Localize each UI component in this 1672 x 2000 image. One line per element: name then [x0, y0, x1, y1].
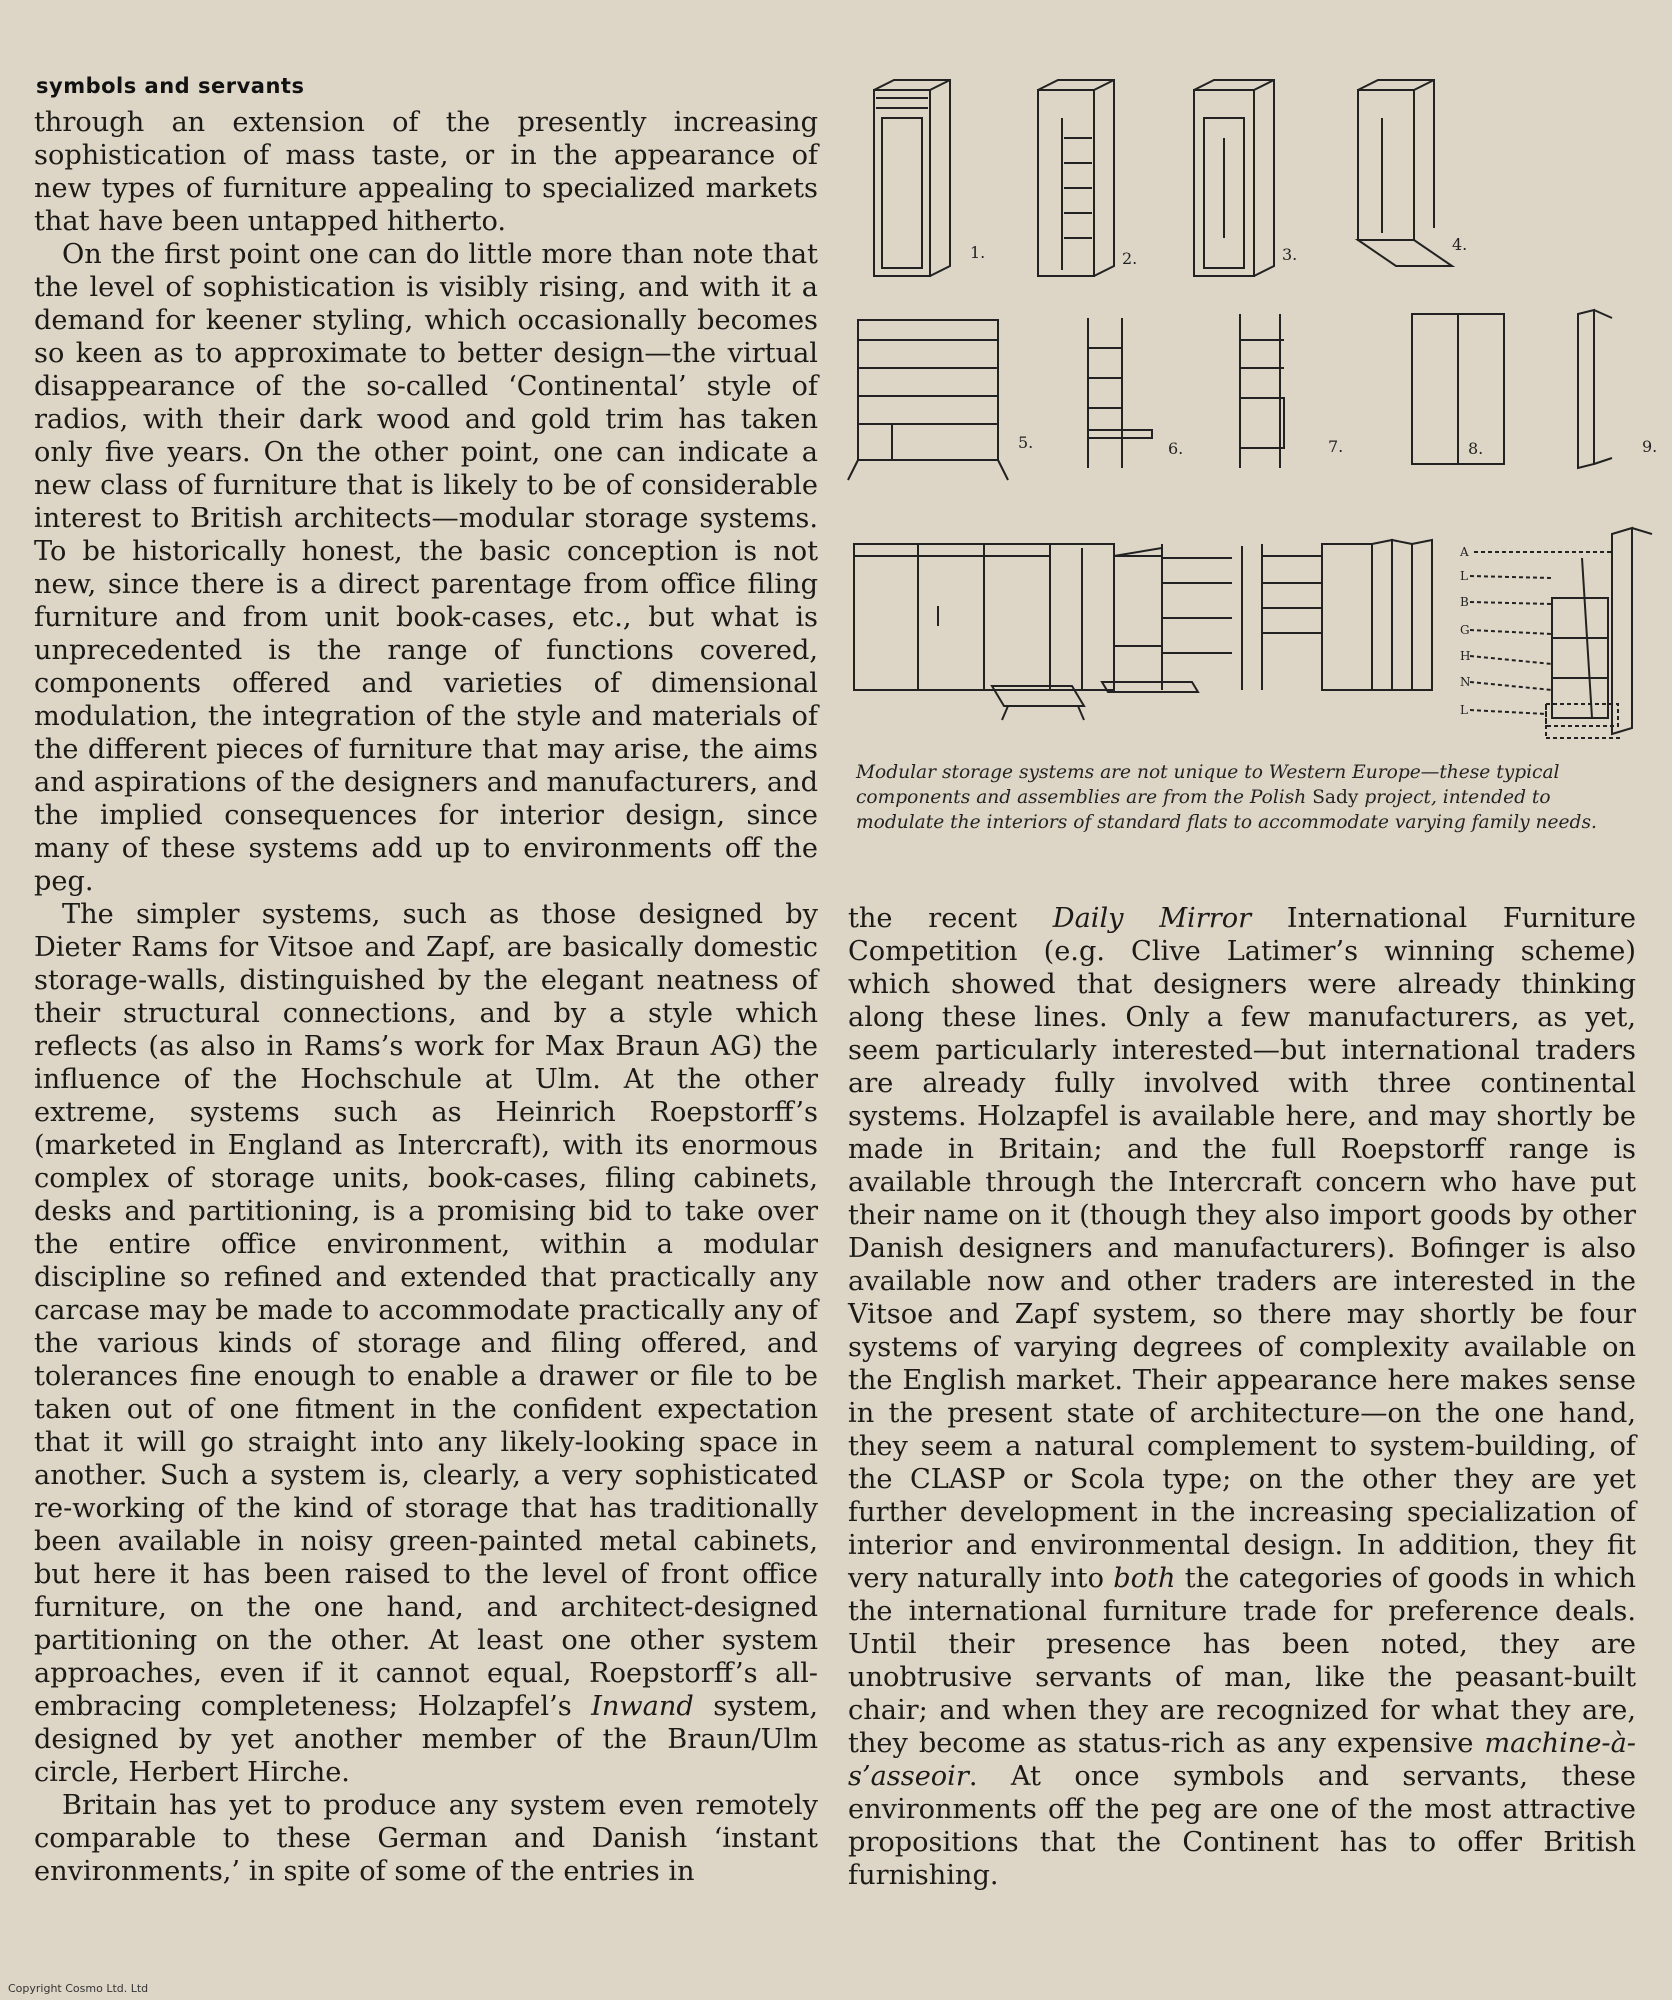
assembly-letter: B: [1460, 595, 1469, 609]
caption-project-name: Sady: [1312, 787, 1359, 808]
figure-number: 1.: [970, 243, 986, 262]
right-column: [848, 902, 1636, 1892]
running-head: symbols and servants: [36, 74, 305, 98]
italic-term: both: [1113, 1563, 1176, 1594]
paragraph: through an extension of the presently increasing sophistication of mass taste, or in the appearance of new types of furniture appealing to specialized markets that have been untapped hitherto.: [34, 107, 818, 237]
cabinet-drawing-1: [874, 80, 950, 276]
left-column: [34, 106, 818, 1888]
assembly-letter: G: [1460, 623, 1470, 637]
italic-term: machine-à-s’asseoir: [848, 1728, 1636, 1792]
shelf-drawing-5: [848, 320, 1008, 480]
cabinet-drawing-3: [1194, 80, 1274, 276]
figure-number: 6.: [1168, 439, 1184, 458]
assembly-letter: L: [1460, 569, 1468, 583]
figure-number: 9.: [1642, 437, 1658, 456]
figure-number: 7.: [1328, 437, 1344, 456]
figure-number: 4.: [1452, 235, 1468, 254]
exploded-detail-drawing: [1470, 528, 1652, 738]
figure-number: 8.: [1468, 439, 1484, 458]
cabinet-drawing-4: [1358, 80, 1452, 266]
panel-drawing-8: [1412, 314, 1504, 464]
figure-caption: Modular storage systems are not unique to Western Europe—these typical components and assemblies are from the Polish Sady project, intended to modulate the interiors of standard flats to accommodate varying family needs.: [856, 762, 1597, 833]
assembly-letter: L: [1460, 703, 1468, 717]
assembly-letter: N: [1460, 675, 1471, 689]
paragraph: the recent Daily Mirror International Furniture Competition (e.g. Clive Latimer’s winning scheme) which showed that designers were already thinking along these lines. Only a few manufacturers, as yet, seem particularly interested—but international traders are already fully involved with three continental systems. Holzapfel is available here, and may shortly be made in Britain; and the full Roepstorff range is available through the Intercraft concern who have put their name on it (though they also import goods by other Danish designers and manufacturers). Bofinger is also available now and other traders are interested in the Vitsoe and Zapf system, so there may shortly be four systems of varying degrees of complexity available on the English market. Their appearance here makes sense in the present state of architecture—on the one hand, they seem a natural complement to system-building, of the CLASP or Scola type; on the other they are yet further development in the increasing specialization of interior and environmental design. In addition, they fit very naturally into both the categories of goods in which the international furniture trade for preference deals. Until their presence has been noted, they are unobtrusive servants of man, like the peasant-built chair; and when they are recognized for what they are, they become as status-rich as any expensive machine-à-s’asseoir. At once symbols and servants, these environments off the peg are one of the most attractive propositions that the Continent has to offer British furnishing.: [848, 903, 1637, 1891]
copyright-notice: Copyright Cosmo Ltd. Ltd: [8, 1982, 149, 1995]
cabinet-drawing-2: [1038, 80, 1114, 276]
assembly-wall-drawing: [854, 540, 1432, 720]
paragraph: The simpler systems, such as those designed by Dieter Rams for Vitsoe and Zapf, are basically domestic storage-walls, distinguished by the elegant neatness of their structural connections, and by a style which reflects (as also in Rams’s work for Max Braun AG) the influence of the Hochschule at Ulm. At the other extreme, systems such as Heinrich Roepstorff’s (marketed in England as Intercraft), with its enormous complex of storage units, book-cases, filing cabinets, desks and partitioning, is a promising bid to take over the entire office environment, within a modular discipline so refined and extended that practically any carcase may be made to accommodate practically any of the various kinds of storage and filing offered, and tolerances fine enough to enable a drawer or file to be taken out of one fitment in the confident expectation that it will go straight into any likely-looking space in another. Such a system is, clearly, a very sophisticated re-working of the kind of storage that has traditionally been available in noisy green-painted metal cabinets, but here it has been raised to the level of front office furniture, on the one hand, and architect-designed partitioning on the other. At least one other system approaches, even if it cannot equal, Roepstorff’s all-embracing completeness; Holzapfel’s Inwand system, designed by yet another member of the Braun/Ulm circle, Herbert Hirche.: [34, 899, 818, 1788]
panel-drawing-9: [1578, 310, 1612, 468]
assembly-letter: A: [1460, 545, 1469, 559]
paragraph: On the first point one can do little more than note that the level of sophistication is visibly rising, and with it a demand for keener styling, which occasionally becomes so keen as to approximate to better design—the virtual disappearance of the so-called ‘Continental’ style of radios, with their dark wood and gold trim has taken only five years. On the other point, one can indicate a new class of furniture that is likely to be of considerable interest to British architects—modular storage systems. To be historically honest, the basic conception is not new, since there is a direct parentage from office filing furniture and from unit book-cases, etc., but what is unprecedented is the range of functions covered, components offered and varieties of dimensional modulation, the integration of the style and materials of the different pieces of furniture that may arise, the aims and aspirations of the designers and manufacturers, and the implied consequences for interior design, since many of these systems add up to environments off the peg.: [34, 239, 818, 897]
italic-term: Inwand: [591, 1691, 694, 1722]
figure-number: 2.: [1122, 249, 1138, 268]
assembly-letter: H: [1460, 649, 1471, 663]
figure-number: 3.: [1282, 245, 1298, 264]
figure-number: 5.: [1018, 433, 1034, 452]
storage-systems-figure: [852, 78, 1658, 758]
italic-term: Daily Mirror: [1052, 903, 1252, 934]
paragraph: Britain has yet to produce any system even remotely comparable to these German and Danish ‘instant environments,’ in spite of some of the entries in: [34, 1790, 818, 1887]
shelf-drawing-6: [1088, 318, 1152, 468]
shelf-drawing-7: [1240, 314, 1284, 468]
